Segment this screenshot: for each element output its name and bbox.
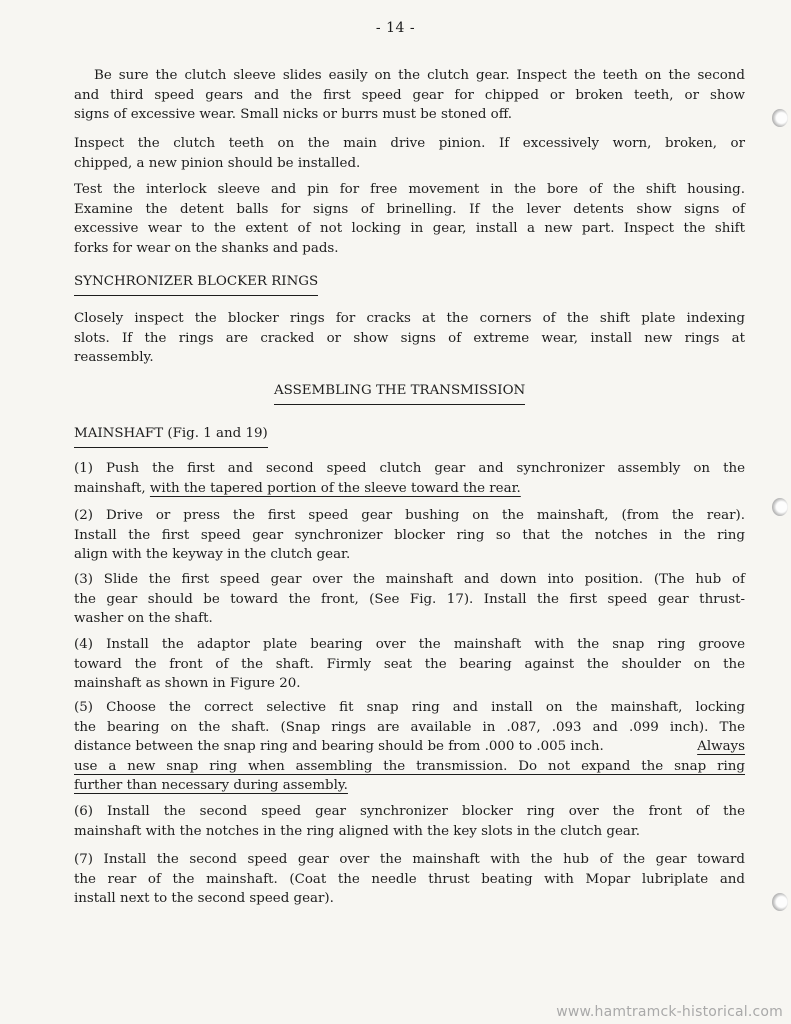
emphasis-text: Always — [697, 739, 745, 754]
paragraph-line: chipped, a new pinion should be installed. — [74, 155, 361, 171]
step-6 — [74, 802, 745, 841]
paragraph-blocker-rings — [74, 309, 745, 368]
binder-hole-icon — [772, 498, 788, 516]
watermark: www.hamtramck-historical.com — [556, 1004, 783, 1020]
paragraph-line: and third speed gears and the first speed gear for chipped or broken teeth, or show — [74, 87, 745, 103]
step-line: mainshaft as shown in Figure 20. — [74, 676, 301, 691]
step-3 — [74, 570, 745, 629]
step-line: toward the front of the shaft. Firmly seat the bearing against the shoulder on the — [74, 656, 745, 672]
step-line: (5) Choose the correct selective fit snap ring and install on the mainshaft, locking — [74, 700, 745, 715]
page-number: - 14 - — [375, 20, 416, 36]
emphasis-line: further than necessary during assembly. — [74, 778, 348, 793]
paragraph-line: excessive wear to the extent of not locking in gear, install a new part. Inspect the shift — [74, 221, 745, 236]
step-text: distance between the snap ring and bearing should be from .000 to .005 inch. — [74, 739, 604, 754]
step-line: align with the keyway in the clutch gear. — [74, 547, 351, 562]
emphasis-line: use a new snap ring when assembling the transmission. Do not expand the snap ring — [74, 758, 745, 774]
step-line: (7) Install the second speed gear over the mainshaft with the hub of the gear toward — [74, 852, 745, 867]
step-line: the rear of the mainshaft. (Coat the needle thrust beating with Mopar lubriplate and — [74, 871, 745, 887]
step-line: the gear should be toward the front, (See Fig. 17). Install the first speed gear thrust- — [74, 591, 745, 607]
step-line — [74, 479, 745, 499]
step-text: mainshaft, — [74, 480, 150, 496]
binder-hole-icon — [772, 109, 788, 127]
step-1 — [74, 459, 745, 498]
step-line: mainshaft with the notches in the ring aligned with the key slots in the clutch gear. — [74, 823, 641, 839]
binder-hole-icon — [772, 893, 788, 911]
step-line: washer on the shaft. — [74, 611, 213, 626]
paragraph-line: Examine the detent balls for signs of brinelling. If the lever detents show signs of — [74, 201, 745, 217]
step-line — [74, 737, 745, 757]
step-line: the bearing on the shaft. (Snap rings are available in .087, .093 and .099 inch). The — [74, 719, 745, 735]
section-heading-mainshaft: MAINSHAFT (Fig. 1 and 19) — [74, 424, 268, 448]
step-5 — [74, 698, 745, 796]
paragraph-line: forks for wear on the shanks and pads. — [74, 240, 339, 256]
paragraph-line: slots. If the rings are cracked or show signs of extreme wear, install new rings at — [74, 330, 745, 346]
paragraph-interlock-sleeve — [74, 180, 745, 258]
step-line: (2) Drive or press the first speed gear bushing on the mainshaft, (from the rear). — [74, 508, 745, 523]
paragraph-clutch-teeth — [74, 134, 745, 173]
paragraph-line: Test the interlock sleeve and pin for free movement in the bore of the shift housing. — [74, 182, 745, 197]
step-line: Install the first speed gear synchronizer blocker ring so that the notches in the ring — [74, 527, 745, 543]
step-line: (3) Slide the first speed gear over the mainshaft and down into position. (The hub of — [74, 572, 745, 587]
step-line: (1) Push the first and second speed clutch gear and synchronizer assembly on the — [74, 461, 745, 476]
step-line: install next to the second speed gear). — [74, 891, 334, 906]
step-2 — [74, 506, 745, 565]
paragraph-line: reassembly. — [74, 350, 154, 365]
step-line: (4) Install the adaptor plate bearing over the mainshaft with the snap ring groove — [74, 637, 745, 652]
paragraph-line: signs of excessive wear. Small nicks or burrs must be stoned off. — [74, 107, 513, 122]
paragraph-line: Inspect the clutch teeth on the main drive pinion. If excessively worn, broken, or — [74, 136, 745, 151]
paragraph-clutch-sleeve — [74, 66, 745, 125]
step-7 — [74, 850, 745, 909]
paragraph-line: Closely inspect the blocker rings for cracks at the corners of the shift plate indexing — [74, 311, 745, 326]
paragraph-line: Be sure the clutch sleeve slides easily on the clutch gear. Inspect the teeth on the second — [94, 68, 745, 83]
step-4 — [74, 635, 745, 694]
section-heading-synchronizer-blocker-rings: SYNCHRONIZER BLOCKER RINGS — [74, 272, 318, 296]
emphasis-text: with the tapered portion of the sleeve toward the rear. — [149, 480, 521, 496]
step-line: (6) Install the second speed gear synchronizer blocker ring over the front of the — [74, 804, 745, 819]
section-heading-assembling-transmission: ASSEMBLING THE TRANSMISSION — [274, 381, 525, 405]
